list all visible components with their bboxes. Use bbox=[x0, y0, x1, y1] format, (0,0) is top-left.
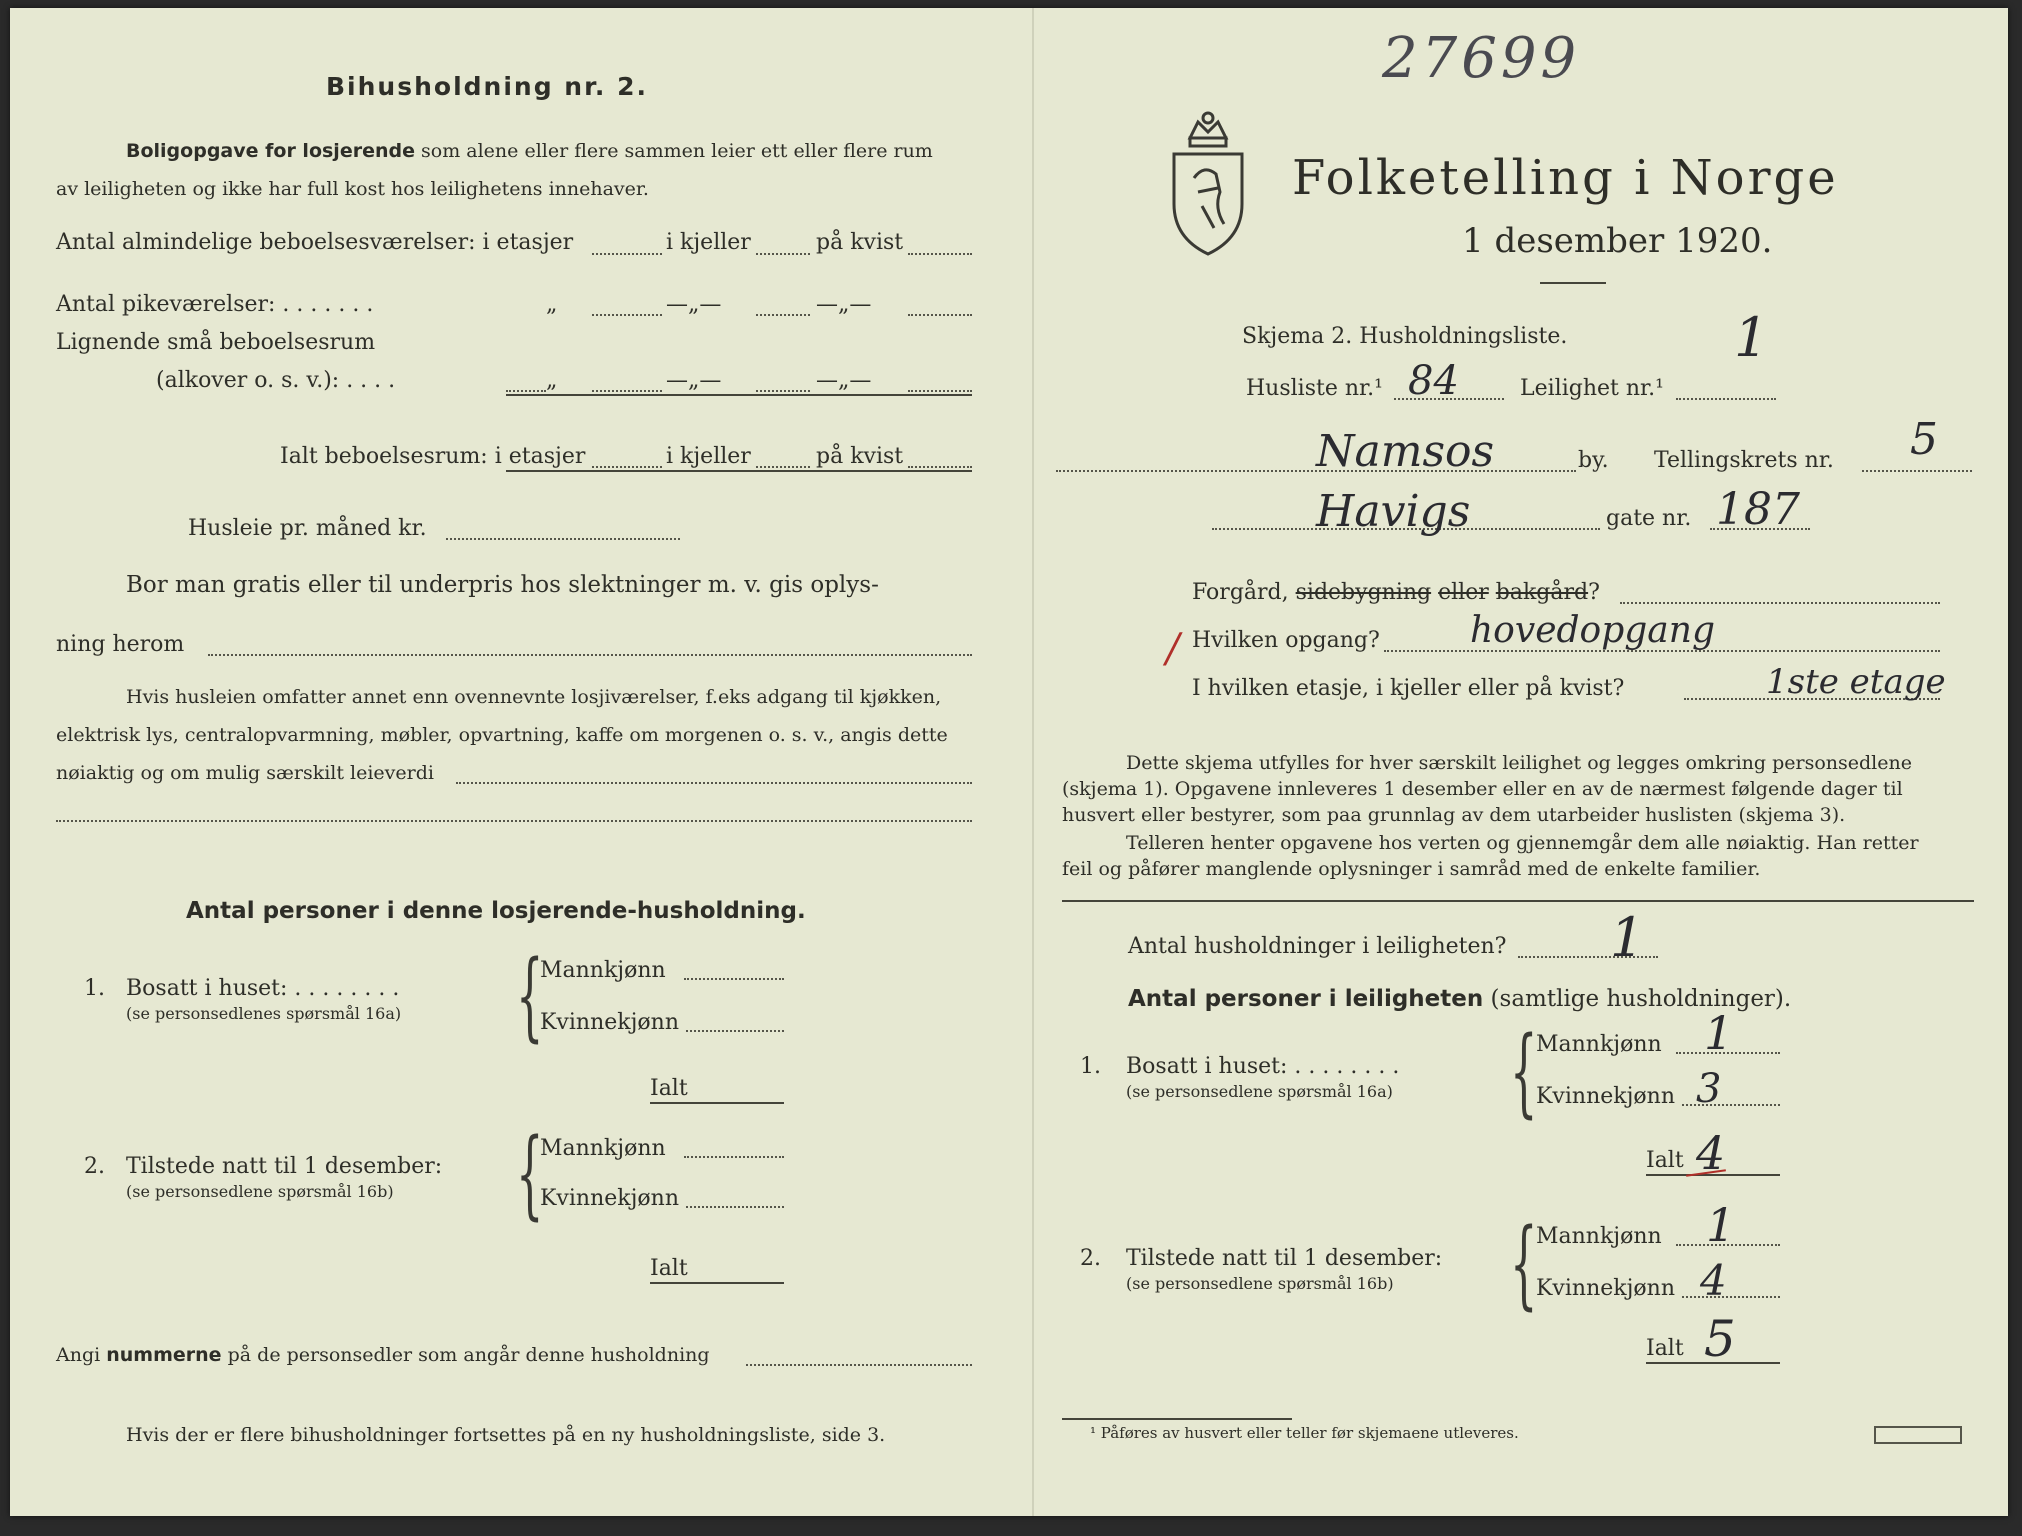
right-q1-brace: { bbox=[1510, 1016, 1538, 1128]
rooms-kvist-field[interactable] bbox=[908, 253, 972, 255]
hush-label: Antal husholdninger i leiligheten? bbox=[1128, 934, 1507, 959]
alkover-lead-field[interactable] bbox=[506, 390, 546, 392]
left-q1-ialt-label: Ialt bbox=[650, 1076, 688, 1101]
left-q1-kvinne-label: Kvinnekjønn bbox=[540, 1010, 679, 1035]
left-q2-kvinne-label: Kvinnekjønn bbox=[540, 1186, 679, 1211]
right-q1-kvinne-value: 3 bbox=[1696, 1066, 1722, 1112]
pike-kvist-field[interactable] bbox=[908, 314, 972, 316]
krets-field[interactable] bbox=[1862, 470, 1972, 472]
right-persons-heading-bold: Antal personer i leiligheten bbox=[1128, 986, 1484, 1012]
leieverdi-field-2[interactable] bbox=[56, 820, 972, 822]
gate-label: gate nr. bbox=[1606, 506, 1692, 531]
gate-value: Havigs bbox=[1316, 486, 1471, 537]
page-fold bbox=[1032, 8, 1034, 1516]
right-q2-brace: { bbox=[1510, 1208, 1538, 1320]
ialt-rooms-label: Ialt beboelsesrum: i etasjer bbox=[280, 444, 586, 469]
right-q1-number: 1. bbox=[1080, 1054, 1101, 1079]
ialt-etasjer-field[interactable] bbox=[592, 466, 662, 468]
pike-ditto-3: —„— bbox=[816, 292, 872, 317]
by-value: Namsos bbox=[1316, 426, 1495, 477]
right-q2-kvinne-label: Kvinnekjønn bbox=[1536, 1276, 1675, 1301]
hvis-line1: Hvis husleien omfatter annet enn ovennevnte losjiværelser, f.eks adgang til kjøkken, bbox=[126, 686, 942, 708]
intro-line2: av leiligheten og ikke har full kost hos leilighetens innehaver. bbox=[56, 178, 649, 200]
krets-label: Tellingskrets nr. bbox=[1654, 448, 1834, 473]
husliste-label: Husliste nr.¹ bbox=[1246, 376, 1383, 401]
right-q1-mann-label: Mannkjønn bbox=[1536, 1032, 1662, 1057]
krets-value: 5 bbox=[1910, 414, 1938, 465]
husleie-field[interactable] bbox=[446, 538, 680, 540]
left-q1-ialt-field[interactable] bbox=[650, 1102, 784, 1104]
left-q2-label: Tilstede natt til 1 desember: bbox=[126, 1154, 443, 1179]
right-q2-sub: (se personsedlene spørsmål 16b) bbox=[1126, 1274, 1394, 1293]
right-q2-number: 2. bbox=[1080, 1246, 1101, 1271]
intro-rest: som alene eller flere sammen leier ett eller flere rum bbox=[421, 140, 933, 162]
left-q1-number: 1. bbox=[84, 976, 105, 1001]
ialt-kvist-field[interactable] bbox=[908, 466, 972, 468]
right-q1-ialt-label: Ialt bbox=[1646, 1148, 1684, 1173]
rooms-kvist-label: på kvist bbox=[816, 230, 904, 255]
info-line3: husvert eller bestyrer, som paa grunnlag av dem utarbeider huslisten (skjema 3). bbox=[1062, 804, 1846, 826]
alkover-ditto-3: —„— bbox=[816, 368, 872, 393]
census-form-sheet bbox=[10, 8, 2008, 1516]
forgard-field[interactable] bbox=[1620, 602, 1940, 604]
hvis-line2: elektrisk lys, centralopvarmning, møbler, opvartning, kaffe om morgenen o. s. v., angis dette bbox=[56, 724, 948, 746]
left-q1-brace: { bbox=[516, 940, 544, 1052]
right-q2-ialt-value: 5 bbox=[1704, 1310, 1736, 1368]
right-q2-kvinne-field[interactable] bbox=[1682, 1296, 1780, 1298]
rooms-etasjer-field[interactable] bbox=[592, 253, 662, 255]
opgang-value: hovedopgang bbox=[1470, 610, 1716, 651]
alkover-etasjer-field[interactable] bbox=[592, 390, 662, 392]
left-q2-mann-field[interactable] bbox=[684, 1156, 784, 1158]
alkover-kvist-field[interactable] bbox=[908, 390, 972, 392]
leieverdi-field[interactable] bbox=[456, 782, 972, 784]
rooms-label: Antal almindelige beboelsesværelser: i etasjer bbox=[56, 230, 574, 255]
pike-label: Antal pikeværelser: . . . . . . . bbox=[56, 292, 374, 317]
skjema-label: Skjema 2. Husholdningsliste. bbox=[1242, 324, 1568, 349]
right-persons-heading bbox=[1128, 988, 1791, 1011]
title-rule bbox=[1540, 282, 1606, 284]
alkover-ditto-2: —„— bbox=[666, 368, 722, 393]
bor-line1: Bor man gratis eller til underpris hos slektninger m. v. gis oplys- bbox=[126, 572, 879, 598]
right-q2-mann-label: Mannkjønn bbox=[1536, 1224, 1662, 1249]
left-q1-kvinne-field[interactable] bbox=[686, 1030, 784, 1032]
info-rule bbox=[1062, 900, 1974, 902]
info-line4: Telleren henter opgavene hos verten og gjennemgår dem alle nøiaktig. Han retter bbox=[1126, 832, 1919, 854]
info-line1: Dette skjema utfylles for hver særskilt leilighet og legges omkring personsedlene bbox=[1126, 752, 1912, 774]
opgang-label: Hvilken opgang? bbox=[1192, 628, 1380, 653]
bor-line2: ning herom bbox=[56, 632, 185, 657]
info-line2: (skjema 1). Opgavene innleveres 1 desember eller en av de nærmest følgende dager til bbox=[1062, 778, 1903, 800]
pike-kjeller-field[interactable] bbox=[756, 314, 810, 316]
ialt-kvist-label: på kvist bbox=[816, 444, 904, 469]
forgard-line bbox=[1192, 582, 1600, 604]
etasje-value: 1ste etage bbox=[1766, 662, 1946, 702]
left-q2-kvinne-field[interactable] bbox=[686, 1206, 784, 1208]
pike-etasjer-field[interactable] bbox=[592, 314, 662, 316]
right-title: Folketelling i Norge bbox=[1292, 150, 1839, 206]
info-line5: feil og påfører manglende oplysninger i samråd med de enkelte familier. bbox=[1062, 858, 1761, 880]
coat-of-arms-icon bbox=[1168, 108, 1248, 258]
alkover-ditto-1: „ bbox=[546, 368, 558, 393]
ialt-kjeller-field[interactable] bbox=[756, 466, 810, 468]
right-q2-label: Tilstede natt til 1 desember: bbox=[1126, 1246, 1443, 1271]
lignende-label: Lignende små beboelsesrum bbox=[56, 330, 376, 355]
bor-field[interactable] bbox=[208, 654, 972, 656]
angi-bold: nummerne bbox=[106, 1344, 222, 1366]
right-q1-mann-value: 1 bbox=[1704, 1006, 1734, 1060]
archive-number: 27699 bbox=[1382, 26, 1581, 91]
rooms-kjeller-field[interactable] bbox=[756, 253, 810, 255]
hush-value: 1 bbox=[1610, 906, 1645, 969]
right-q1-kvinne-label: Kvinnekjønn bbox=[1536, 1084, 1675, 1109]
pike-ditto-1: „ bbox=[546, 292, 558, 317]
right-footnote: ¹ Påføres av husvert eller teller før skjemaene utleveres. bbox=[1090, 1424, 1519, 1442]
rooms-kjeller-label: i kjeller bbox=[666, 230, 751, 255]
right-q2-ialt-label: Ialt bbox=[1646, 1336, 1684, 1361]
left-q2-ialt-label: Ialt bbox=[650, 1256, 688, 1281]
husliste-value: 84 bbox=[1408, 358, 1459, 404]
gate-nr-value: 187 bbox=[1716, 484, 1800, 535]
ialt-kjeller-label: i kjeller bbox=[666, 444, 751, 469]
left-q1-sub: (se personsedlenes spørsmål 16a) bbox=[126, 1004, 402, 1023]
right-q1-ialt-value: 4 bbox=[1696, 1126, 1726, 1180]
left-footer: Hvis der er flere bihusholdninger fortsettes på en ny husholdningsliste, side 3. bbox=[126, 1424, 886, 1446]
left-title: Bihusholdning nr. 2. bbox=[326, 72, 648, 101]
left-q2-brace: { bbox=[516, 1118, 544, 1230]
ialt-rule bbox=[506, 470, 972, 472]
left-q1-label: Bosatt i huset: . . . . . . . . bbox=[126, 976, 400, 1001]
etasje-label: I hvilken etasje, i kjeller eller på kvist? bbox=[1192, 676, 1625, 701]
intro-line1 bbox=[126, 142, 933, 161]
right-persons-heading-rest: (samtlige husholdninger). bbox=[1490, 986, 1792, 1012]
husleie-label: Husleie pr. måned kr. bbox=[188, 516, 427, 541]
right-q2-kvinne-value: 4 bbox=[1700, 1256, 1727, 1305]
intro-bold: Boligopgave for losjerende bbox=[126, 140, 415, 162]
footnote-rule bbox=[1062, 1418, 1292, 1420]
printer-stamp bbox=[1874, 1426, 1962, 1444]
forgard-label: Forgård, bbox=[1192, 580, 1289, 605]
sidebygning-struck: sidebygning bbox=[1295, 580, 1432, 605]
leilighet-label: Leilighet nr.¹ bbox=[1520, 376, 1664, 401]
sum-rule bbox=[506, 394, 972, 396]
left-q2-ialt-field[interactable] bbox=[650, 1282, 784, 1284]
pike-ditto-2: —„— bbox=[666, 292, 722, 317]
angi-line bbox=[56, 1346, 710, 1365]
eller-struck: eller bbox=[1438, 580, 1489, 605]
angi-pre: Angi bbox=[56, 1344, 101, 1366]
bakgard-struck: bakgård bbox=[1495, 580, 1589, 605]
skjema-value: 1 bbox=[1734, 306, 1769, 369]
left-q1-mann-field[interactable] bbox=[684, 978, 784, 980]
left-q1-mann-label: Mannkjønn bbox=[540, 958, 666, 983]
hvis-line3: nøiaktig og om mulig særskilt leieverdi bbox=[56, 762, 434, 784]
right-q1-sub: (se personsedlene spørsmål 16a) bbox=[1126, 1082, 1393, 1101]
alkover-kjeller-field[interactable] bbox=[756, 390, 810, 392]
left-persons-heading: Antal personer i denne losjerende-husholdning. bbox=[186, 898, 806, 924]
angi-rest: på de personsedler som angår denne husholdning bbox=[227, 1344, 710, 1366]
forgard-qmark: ? bbox=[1588, 580, 1600, 605]
left-q2-number: 2. bbox=[84, 1154, 105, 1179]
left-q2-sub: (se personsedlene spørsmål 16b) bbox=[126, 1182, 394, 1201]
right-q2-mann-value: 1 bbox=[1706, 1198, 1736, 1252]
alkover-label: (alkover o. s. v.): . . . . bbox=[156, 368, 396, 393]
leilighet-field[interactable] bbox=[1676, 398, 1776, 400]
left-q2-mann-label: Mannkjønn bbox=[540, 1136, 666, 1161]
right-q1-label: Bosatt i huset: . . . . . . . . bbox=[1126, 1054, 1400, 1079]
right-date: 1 desember 1920. bbox=[1462, 221, 1773, 261]
margin-mark: / bbox=[1166, 626, 1180, 672]
by-label: by. bbox=[1578, 448, 1609, 473]
angi-field[interactable] bbox=[746, 1364, 972, 1366]
